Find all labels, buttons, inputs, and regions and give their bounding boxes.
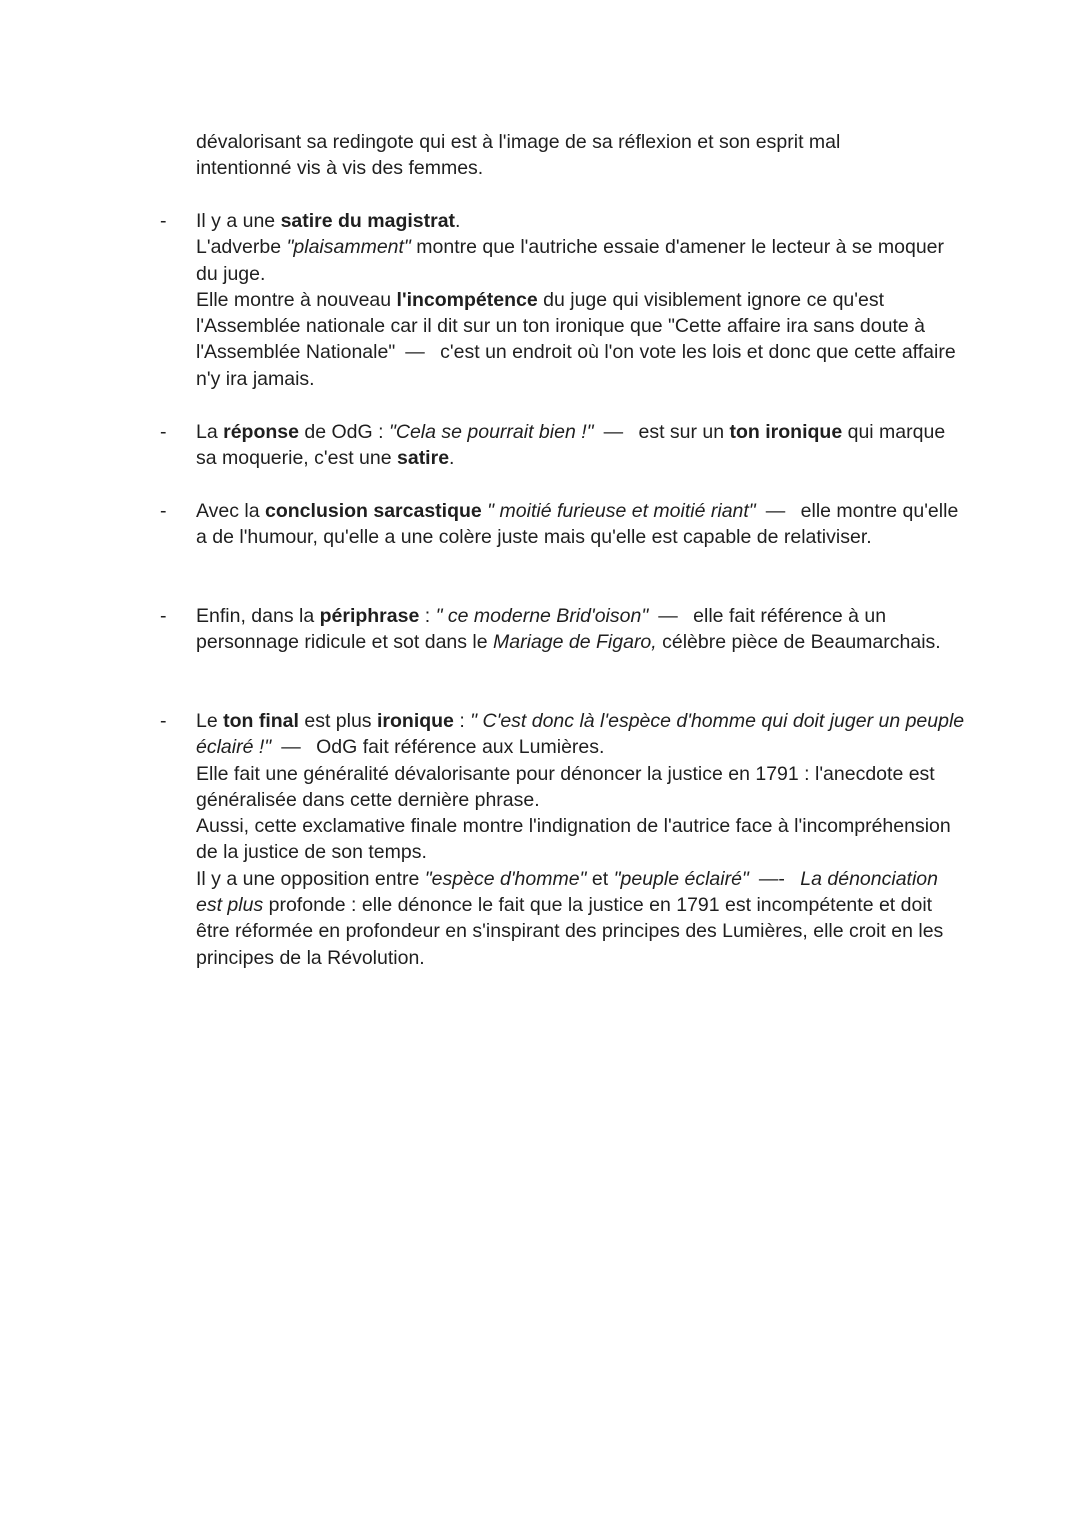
continuation-line-1: dévalorisant sa redingote qui est à l'image de sa réflexion et son esprit mal — [196, 131, 841, 153]
bold-term: satire — [397, 447, 450, 470]
quote: " moitié furieuse et moitié riant" — [481, 500, 756, 522]
continuation-paragraph — [196, 129, 946, 182]
bullet-dash: - — [160, 210, 167, 232]
quote: " C'est donc là l'espèce d'homme qui doit juger un peuple éclairé !" — [196, 710, 965, 759]
bullet-paragraph: Enfin, dans la périphrase : " ce moderne Brid'oison" — elle fait référence à un personnage ridicule et sot dans le Mariage de Figaro, célèbre pièce de Beaumarchais. — [196, 605, 941, 654]
arrow-icon: — — [658, 605, 678, 627]
bold-term: réponse — [223, 421, 299, 443]
bold-term: périphrase — [319, 605, 420, 627]
bullet-dash: - — [160, 710, 167, 732]
bullet-conclusion-sarcastique — [160, 498, 966, 551]
bullet-paragraph: Le ton final est plus ironique : " C'est donc là l'espèce d'homme qui doit juger un peuple éclairé !" — OdG fait référence aux Lumières. — [196, 708, 966, 761]
quote: "plaisamment" — [286, 236, 411, 259]
bold-term: l'incompétence — [396, 288, 538, 311]
bullet-paragraph: Elle fait une généralité dévalorisante pour dénoncer la justice en 1791 : l'anecdote est généralisée dans cette dernière phrase. — [196, 762, 935, 811]
bullet-dash: - — [160, 605, 167, 627]
quote: " ce moderne Brid'oison" — [435, 605, 649, 627]
bullet-paragraph: La réponse de OdG : "Cela se pourrait bien !" — est sur un ton ironique qui marque sa moquerie, c'est une satire. — [196, 421, 946, 470]
bullet-paragraph: L'adverbe "plaisamment" montre que l'autriche essaie d'amener le lecteur à se moquer du juge. — [196, 236, 945, 285]
bullet-paragraph: Il y a une opposition entre "espèce d'homme" et "peuple éclairé" —- La dénonciation est plus profonde : elle dénonce le fait que la justice en 1791 est incompétente et doit être réformée en profondeur en s'inspirant des principes des Lumières, elle croit en les principes de la Révolution. — [196, 867, 944, 969]
bullet-ton-final — [160, 708, 966, 971]
bold-term: ton ironique — [729, 421, 843, 443]
arrow-icon: —- — [758, 867, 785, 890]
arrow-icon: — — [281, 736, 301, 759]
quote: "peuple éclairé" — [613, 867, 749, 890]
bullet-satire-magistrat — [160, 208, 966, 392]
bullet-paragraph: Il y a une satire du magistrat. — [196, 210, 461, 232]
bullet-paragraph: Avec la conclusion sarcastique " moitié furieuse et moitié riant" — elle montre qu'elle a de l'humour, qu'elle a une colère juste mais qu'elle est capable de relativiser. — [196, 500, 959, 549]
italic-phrase: La dénonciation est plus — [196, 867, 938, 917]
arrow-icon: — — [405, 341, 425, 364]
bullet-periphrase — [160, 603, 966, 656]
bullet-paragraph: Aussi, cette exclamative finale montre l'indignation de l'autrice face à l'incompréhension de la justice de son temps. — [196, 815, 951, 864]
bold-term: satire du magistrat — [280, 210, 456, 232]
bullet-reponse-odg — [160, 419, 966, 472]
bold-term: ironique — [376, 710, 454, 732]
work-title: Mariage de Figaro, — [493, 631, 657, 654]
continuation-line-2: intentionné vis à vis des femmes. — [196, 157, 484, 180]
bullet-paragraph: Elle montre à nouveau l'incompétence du juge qui visiblement ignore ce qu'est l'Assemblée nationale car il dit sur un ton ironique que "Cette affaire ira sans doute à l'Assemblée Nationale" — c'est un endroit où l'on vote les lois et donc que cette affaire n'y ira jamais. — [196, 288, 956, 390]
arrow-icon: — — [765, 500, 786, 522]
arrow-icon: — — [603, 421, 624, 443]
bold-term: conclusion sarcastique — [265, 500, 482, 522]
bullet-dash: - — [160, 500, 167, 522]
quote: "espèce d'homme" — [424, 867, 587, 890]
bullet-dash: - — [160, 421, 167, 443]
bold-term: ton final — [223, 710, 299, 732]
quote: "Cela se pourrait bien !" — [388, 421, 594, 443]
